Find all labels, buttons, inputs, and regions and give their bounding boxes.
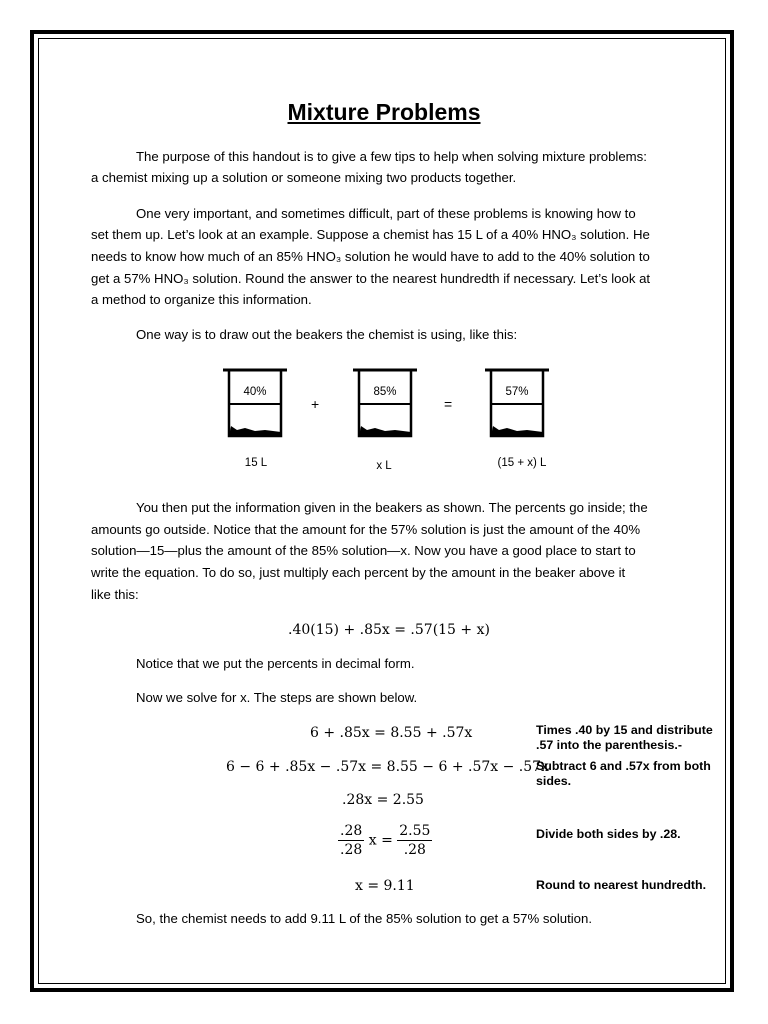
- paragraph-line: You then put the information given in the beakers as shown. The percents go inside; the: [136, 500, 648, 515]
- step-note: Round to nearest hundredth.: [536, 878, 707, 892]
- step-note: Divide both sides by .28.: [536, 827, 681, 841]
- main-equation: .40(15) + .85x = .57(15 + x): [288, 622, 490, 638]
- paragraph-line: a method to organize this information.: [91, 292, 312, 307]
- paragraph-line: get a 57% HNO₃ solution. Round the answer to the nearest hundredth if necessary. Let’s look at: [91, 271, 651, 286]
- paragraph-line: The purpose of this handout is to give a few tips to help when solving mixture problems:: [136, 149, 647, 164]
- step-equation: .28x = 2.55: [342, 792, 424, 808]
- plus-operator: +: [311, 396, 320, 412]
- step-equation: 6 − 6 + .85x − .57x = 8.55 − 6 + .57x − .57x: [226, 759, 549, 775]
- beaker-diagram: [215, 364, 555, 444]
- beaker-amount: (15 + x) L: [497, 457, 547, 469]
- fraction-numerator: 2.55: [399, 823, 431, 839]
- paragraph-line: Notice that we put the percents in decimal form.: [136, 656, 415, 671]
- step-equation: x = 9.11: [355, 878, 415, 894]
- fraction-left: [338, 822, 364, 859]
- step-equation: 6 + .85x = 8.55 + .57x: [310, 725, 473, 741]
- paragraph-line: amounts go outside. Notice that the amount for the 57% solution is just the amount of the 40%: [91, 522, 641, 537]
- step-note: Subtract 6 and .57x from both sides.: [536, 759, 711, 788]
- beaker-amount: x L: [376, 460, 392, 472]
- paragraph-line: solution—15—plus the amount of the 85% solution—x. Now you have a good place to start to: [91, 543, 636, 558]
- paragraph-line: a chemist mixing up a solution or someone mixing two products together.: [91, 170, 517, 185]
- beaker-1: [223, 370, 287, 436]
- step-note: Times .40 by 15 and distribute .57 into the parenthesis.-: [536, 723, 713, 752]
- paragraph-line: One very important, and sometimes difficult, part of these problems is knowing how to: [136, 206, 636, 221]
- paragraph-line: needs to know how much of an 85% HNO₃ solution he would have to add to the 40% solution to: [91, 249, 650, 264]
- beaker-3: [485, 370, 549, 436]
- beaker-percent: 40%: [243, 386, 267, 398]
- page-title: Mixture Problems: [287, 99, 481, 125]
- fraction-right: [397, 822, 432, 859]
- paragraph-line: write the equation. To do so, just multiply each percent by the amount in the beaker above it: [91, 565, 626, 580]
- fraction-denominator: .28: [403, 842, 426, 858]
- beaker-amount: 15 L: [244, 457, 268, 469]
- paragraph-line: Now we solve for x. The steps are shown below.: [136, 690, 418, 705]
- fraction-numerator: .28: [340, 823, 363, 839]
- paragraph-line: set them up. Let’s look at an example. Suppose a chemist has 15 L of a 40% HNO₃ solution. He: [91, 227, 650, 242]
- paragraph-line: So, the chemist needs to add 9.11 L of the 85% solution to get a 57% solution.: [136, 911, 593, 926]
- step-equation-fraction: [338, 822, 432, 859]
- fraction-variable: x =: [368, 832, 393, 849]
- beaker-2: [353, 370, 417, 436]
- paragraph-line: like this:: [91, 587, 139, 602]
- fraction-denominator: .28: [340, 842, 363, 858]
- beaker-percent: 85%: [373, 386, 397, 398]
- paragraph-line: One way is to draw out the beakers the chemist is using, like this:: [136, 327, 518, 342]
- beaker-percent: 57%: [505, 386, 529, 398]
- equals-operator: =: [444, 396, 453, 412]
